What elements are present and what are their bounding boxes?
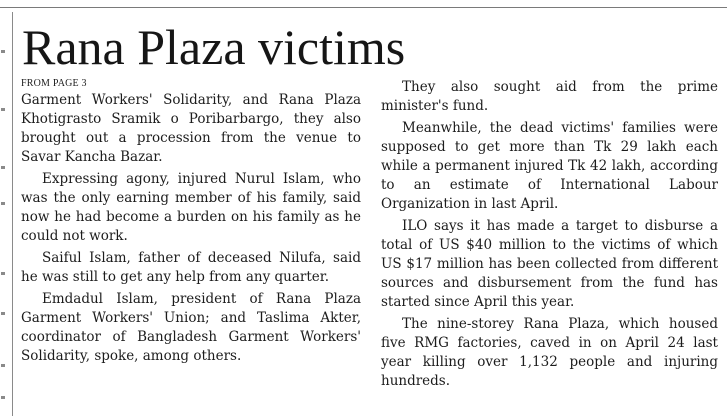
article-column-1 bbox=[21, 78, 361, 369]
headline: Rana Plaza victims bbox=[22, 19, 406, 75]
adjacent-column-fragment bbox=[0, 12, 9, 416]
paragraph: Emdadul Islam, president of Rana Plaza Garment Workers' Union; and Taslima Akter, coordinator of Bangladesh Garment Workers' Solidarity, spoke, among others. bbox=[21, 291, 361, 364]
paragraph: Saiful Islam, father of deceased Nilufa, said he was still to get any help from any quarter. bbox=[21, 250, 361, 285]
top-page-rule bbox=[0, 7, 727, 8]
column-divider bbox=[12, 12, 13, 416]
paragraph: Meanwhile, the dead victims' families were supposed to get more than Tk 29 lakh each while a permanent injured Tk 42 lakh, according to an estimate of International Labour Organization in last April. bbox=[381, 120, 718, 212]
paragraph: ILO says it has made a target to disburse a total of US $40 million to the victims of which US $17 million has been collected from different sources and disbursement from the fund has started since April this year. bbox=[381, 218, 718, 310]
continuation-kicker: FROM PAGE 3 bbox=[21, 78, 87, 89]
paragraph: Garment Workers' Solidarity, and Rana Plaza Khotigrasto Sramik o Poribarbargo, they also brought out a procession from the venue to Savar Kancha Bazar. bbox=[21, 92, 361, 165]
paragraph: The nine-storey Rana Plaza, which housed five RMG factories, caved in on April 24 last year killing over 1,132 people and injuring hundreds. bbox=[381, 316, 718, 389]
article-column-2 bbox=[381, 78, 718, 394]
paragraph: Expressing agony, injured Nurul Islam, who was the only earning member of his family, said now he had become a burden on his family as he could not work. bbox=[21, 171, 361, 244]
paragraph: They also sought aid from the prime minister's fund. bbox=[381, 79, 718, 114]
